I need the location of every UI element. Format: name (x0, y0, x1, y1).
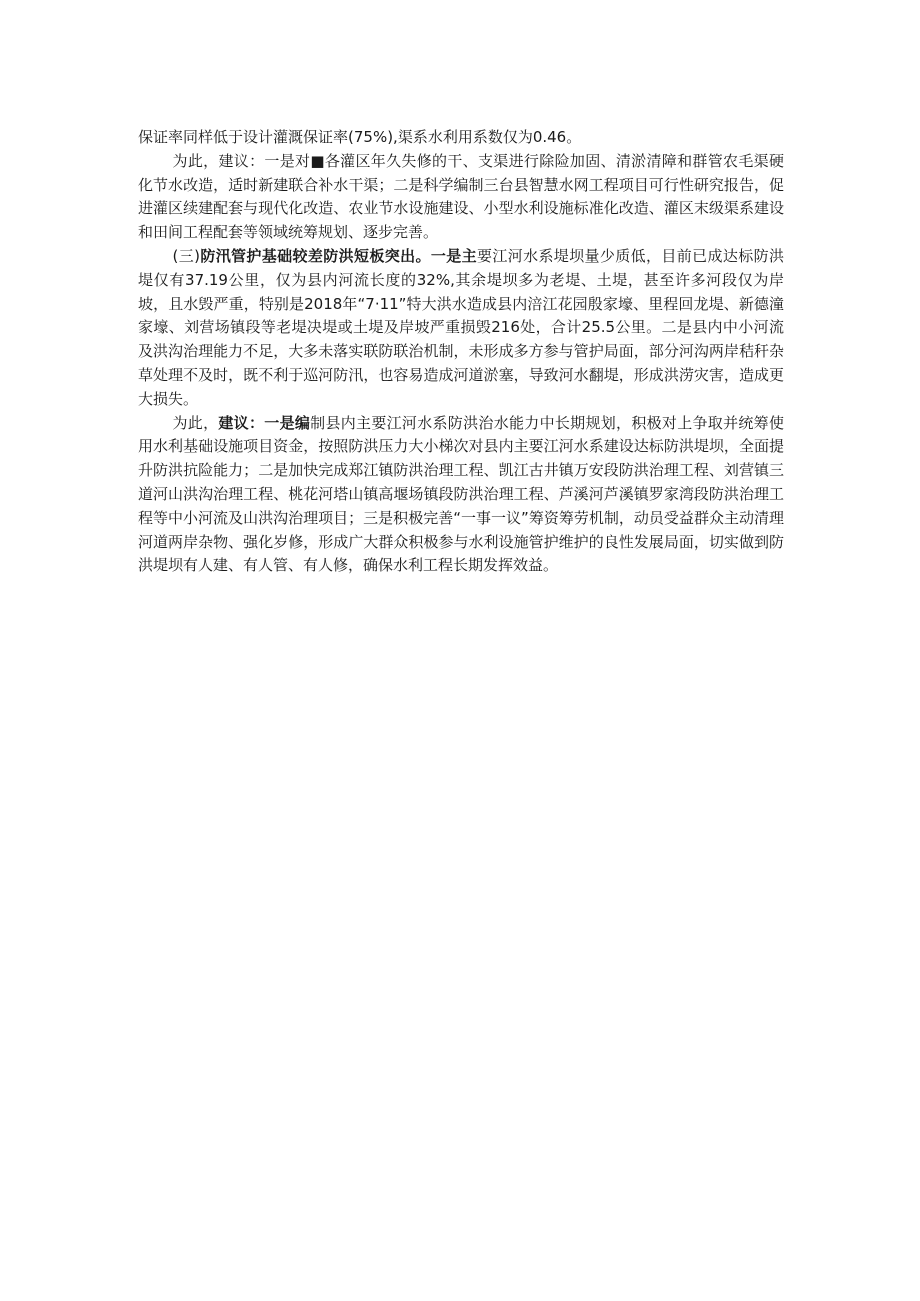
section-lead: 一是主 (430, 246, 477, 265)
document-body (138, 126, 784, 578)
section-number: (三) (172, 246, 200, 265)
paragraph-4-label: 建议： (218, 413, 265, 432)
paragraph-2: 为此，建议：一是对■各灌区年久失修的干、支渠进行除险加固、清淤清障和群管农毛渠硬化节水改造，适时新建联合补水干渠；二是科学编制三台县智慧水网工程项目可行性研究报告，促进灌区续建配套与现代化改造、农业节水设施建设、小型水利设施标准化改造、灌区末级渠系建设和田间工程配套等领域统筹规划、逐步完善。 (138, 151, 784, 242)
paragraph-1: 保证率同样低于设计灌溉保证率(75%),渠系水利用系数仅为0.46。 (138, 128, 582, 146)
paragraph-4-lead: 一是编 (264, 413, 311, 432)
paragraph-3 (138, 245, 784, 412)
section-heading: 防汛管护基础较差防洪短板突出。 (199, 246, 431, 265)
paragraph-4 (138, 412, 784, 579)
paragraph-4-intro: 为此， (172, 413, 219, 432)
section-body: 要江河水系堤坝量少质低，目前已成达标防洪堤仅有37.19公里，仅为县内河流长度的32%,其余堤坝多为老堤、土堤，甚至许多河段仅为岸坡，且水毁严重，特别是2018年“7·11”特大洪水造成县内涪江花园殷家壕、里程回龙堤、新德潼家壕、刘营场镇段等老堤决堤或土堤及岸坡严重损毁216处，合计25.5公里。二是县内中小河流及洪沟治理能力不足，大多未落实联防联治机制，未形成多方参与管护局面，部分河沟两岸秸秆杂草处理不及时，既不利于巡河防汛，也容易造成河道淤塞，导致河水翻堤，形成洪涝灾害，造成更大损失。 (138, 246, 784, 408)
paragraph-4-body: 制县内主要江河水系防洪治水能力中长期规划，积极对上争取并统筹使用水利基础设施项目资金，按照防洪压力大小梯次对县内主要江河水系建设达标防洪堤坝，全面提升防洪抗险能力；二是加快完成郑江镇防洪治理工程、凯江古井镇万安段防洪治理工程、刘营镇三道河山洪沟治理工程、桃花河塔山镇高堰场镇段防洪治理工程、芦溪河芦溪镇罗家湾段防洪治理工程等中小河流及山洪沟治理项目；三是积极完善“一事一议”筹资筹劳机制，动员受益群众主动清理河道两岸杂物、强化岁修，形成广大群众积极参与水利设施管护维护的良性发展局面，切实做到防洪堤坝有人建、有人管、有人修，确保水利工程长期发挥效益。 (138, 413, 784, 575)
